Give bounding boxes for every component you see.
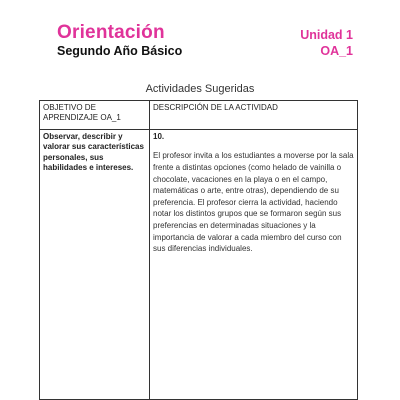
objective-cell — [40, 130, 150, 400]
table-row — [40, 130, 358, 400]
unit-label: Unidad 1 — [300, 28, 353, 42]
page-title: Orientación — [57, 22, 165, 43]
activity-number: 10. — [153, 132, 165, 141]
table-header-row — [40, 101, 358, 130]
activity-description: El profesor invita a los estudiantes a moverse por la sala frente a distintas opciones (como helado de vainilla o chocolate, vacaciones en la playa o en el campo, matemáticas o arte, entre otras), dependiendo de su preferencia. El profesor cierra la actividad, haciendo notar los distintos grupos que se formaron según sus preferencias en determinadas situaciones y la importancia de valorar a cada miembro del curso con sus diferencias individuales. — [153, 151, 354, 254]
description-header: DESCRIPCIÓN DE LA ACTIVIDAD — [150, 101, 358, 130]
page-subtitle: Segundo Año Básico — [57, 44, 183, 58]
objective-header: OBJETIVO DE APRENDIZAJE OA_1 — [40, 101, 150, 130]
activity-table — [39, 100, 358, 400]
section-title: Actividades Sugeridas — [145, 83, 255, 95]
description-cell — [150, 130, 358, 400]
objective-text: Observar, describir y valorar sus características personales, sus habilidades e intereses. — [43, 132, 144, 173]
oa-code-label: OA_1 — [320, 44, 353, 58]
